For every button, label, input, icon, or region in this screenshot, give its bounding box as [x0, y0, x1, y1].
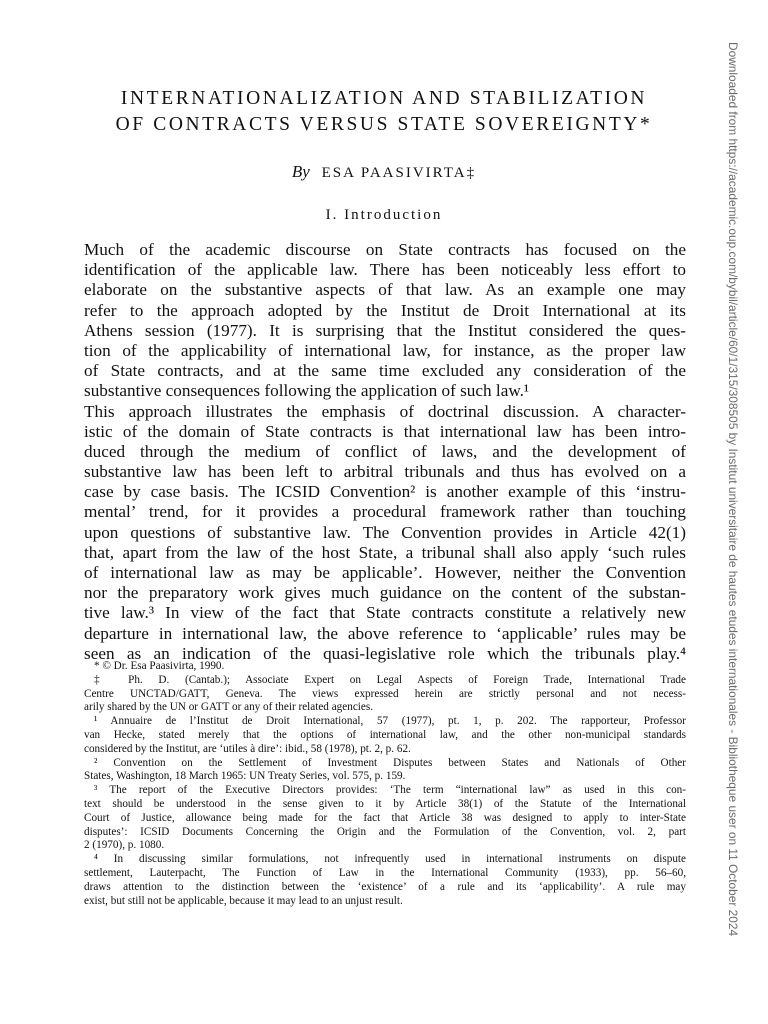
body-line: departure in international law, the above reference to ‘applicable’ rules may be: [84, 623, 686, 643]
body-line: refer to the approach adopted by the Institut de Droit International at its: [84, 300, 686, 320]
footnote-line: considered by the Institut, are ‘utiles à dire’: ibid., 58 (1978), pt. 2, p. 62.: [84, 742, 411, 755]
body-line: upon questions of substantive law. The Convention provides in Article 42(1): [84, 522, 686, 542]
byline-by: By: [291, 162, 310, 181]
body-line: that, apart from the law of the host State, a tribunal shall also apply ‘such rules: [84, 542, 686, 562]
body-line: Much of the academic discourse on State contracts has focused on the: [84, 240, 686, 259]
body-line: Athens session (1977). It is surprising that the Institut considered the ques-: [84, 320, 686, 340]
footnote-line: arily shared by the UN or GATT or any of their related agencies.: [84, 701, 374, 714]
footnote-line: van Hecke, stated merely that the options of international law, and the other non-municipal standards: [84, 728, 686, 741]
title-line: INTERNATIONALIZATION AND STABILIZATION: [120, 88, 648, 109]
footnote-line: * © Dr. Esa Paasivirta, 1990.: [94, 660, 225, 672]
author-name: ESA PAASIVIRTA‡: [321, 165, 477, 181]
body-line: This approach illustrates the emphasis of doctrinal discussion. A character-: [84, 401, 686, 421]
body-text: [84, 240, 686, 664]
article-title: [70, 86, 698, 138]
body-line: case by case basis. The ICSID Convention² is another example of this ‘instru-: [84, 482, 686, 502]
body-line: identification of the applicable law. There has been noticeably less effort to: [84, 260, 686, 280]
footnote-line: Court of Justice, allowance being made for the fact that Article 38 was designed to apply to inter-State: [84, 811, 686, 824]
footnote-line: ¹ Annuaire de l’Institut de Droit International, 57 (1977), pt. 1, p. 202. The rapporteur, Professor: [94, 715, 686, 728]
footnote-line: settlement, Lauterpacht, The Function of Law in the International Community (1933), pp. 56–60,: [84, 866, 686, 879]
footnote-line: ³ The report of the Executive Directors provides: ‘The term “international law” as used in this con-: [94, 784, 686, 797]
body-line: of State contracts, and at the same time excluded any consideration of the: [84, 361, 686, 381]
footnote-line: 2 (1970), p. 1080.: [84, 839, 165, 852]
byline: [0, 162, 768, 182]
footnote-line: text should be understood in the sense given to it by Article 38(1) of the Statute of the International: [84, 797, 686, 810]
body-line: mental’ trend, for it provides a procedural framework rather than touching: [84, 502, 686, 522]
footnote-line: exist, but still not be applicable, because it may lead to an unjust result.: [84, 894, 403, 907]
footnote-line: ‡ Ph. D. (Cantab.); Associate Expert on Legal Aspects of Foreign Trade, International Trade: [94, 673, 686, 686]
footnote-line: ⁴ In discussing similar formulations, not infrequently used in international instruments on dispute: [94, 853, 686, 866]
body-line: of international law as may be applicable’. However, neither the Convention: [84, 563, 686, 582]
body-line: substantive law has been left to arbitral tribunals and thus has evolved on a: [84, 462, 686, 482]
title-line: OF CONTRACTS VERSUS STATE SOVEREIGNTY*: [115, 114, 653, 135]
footnote-line: disputes’: ICSID Documents Concerning the Origin and the Formulation of the Convention, vol. 2, part: [84, 825, 686, 838]
body-line: istic of the domain of State contracts is that international law has been intro-: [84, 421, 686, 441]
body-line: elaborate on the substantive aspects of that law. As an example one may: [84, 280, 686, 300]
footnote-line: draws attention to the distinction between the ‘existence’ of a rule and its ‘applicability’. A rule may: [84, 880, 686, 893]
body-line: tive law.³ In view of the fact that State contracts constitute a relatively new: [84, 603, 686, 623]
body-line: substantive consequences following the application of such law.¹: [84, 381, 530, 401]
body-line: tion of the applicability of international law, for instance, as the proper law: [84, 340, 686, 360]
footnote-line: Centre UNCTAD/GATT, Geneva. The views expressed herein are strictly personal and not necess-: [84, 687, 686, 700]
section-heading: I. Introduction: [325, 207, 443, 223]
download-notice: Downloaded from https://academic.oup.com/bybil/article/60/1/315/308505 by Institut universitaire de hautes etudes internationales - Bibliotheque user on 11 October 2024: [726, 42, 740, 937]
body-line: seen as an indication of the quasi-legislative role which the tribunals play.⁴: [84, 643, 686, 663]
body-line: nor the preparatory work gives much guidance on the content of the substan-: [84, 583, 686, 603]
footnotes: [84, 660, 686, 908]
footnote-line: ² Convention on the Settlement of Investment Disputes between States and Nationals of Other: [94, 756, 686, 769]
footnote-line: States, Washington, 18 March 1965: UN Treaty Series, vol. 575, p. 159.: [84, 770, 406, 783]
body-line: duced through the medium of conflict of laws, and the development of: [84, 441, 686, 461]
